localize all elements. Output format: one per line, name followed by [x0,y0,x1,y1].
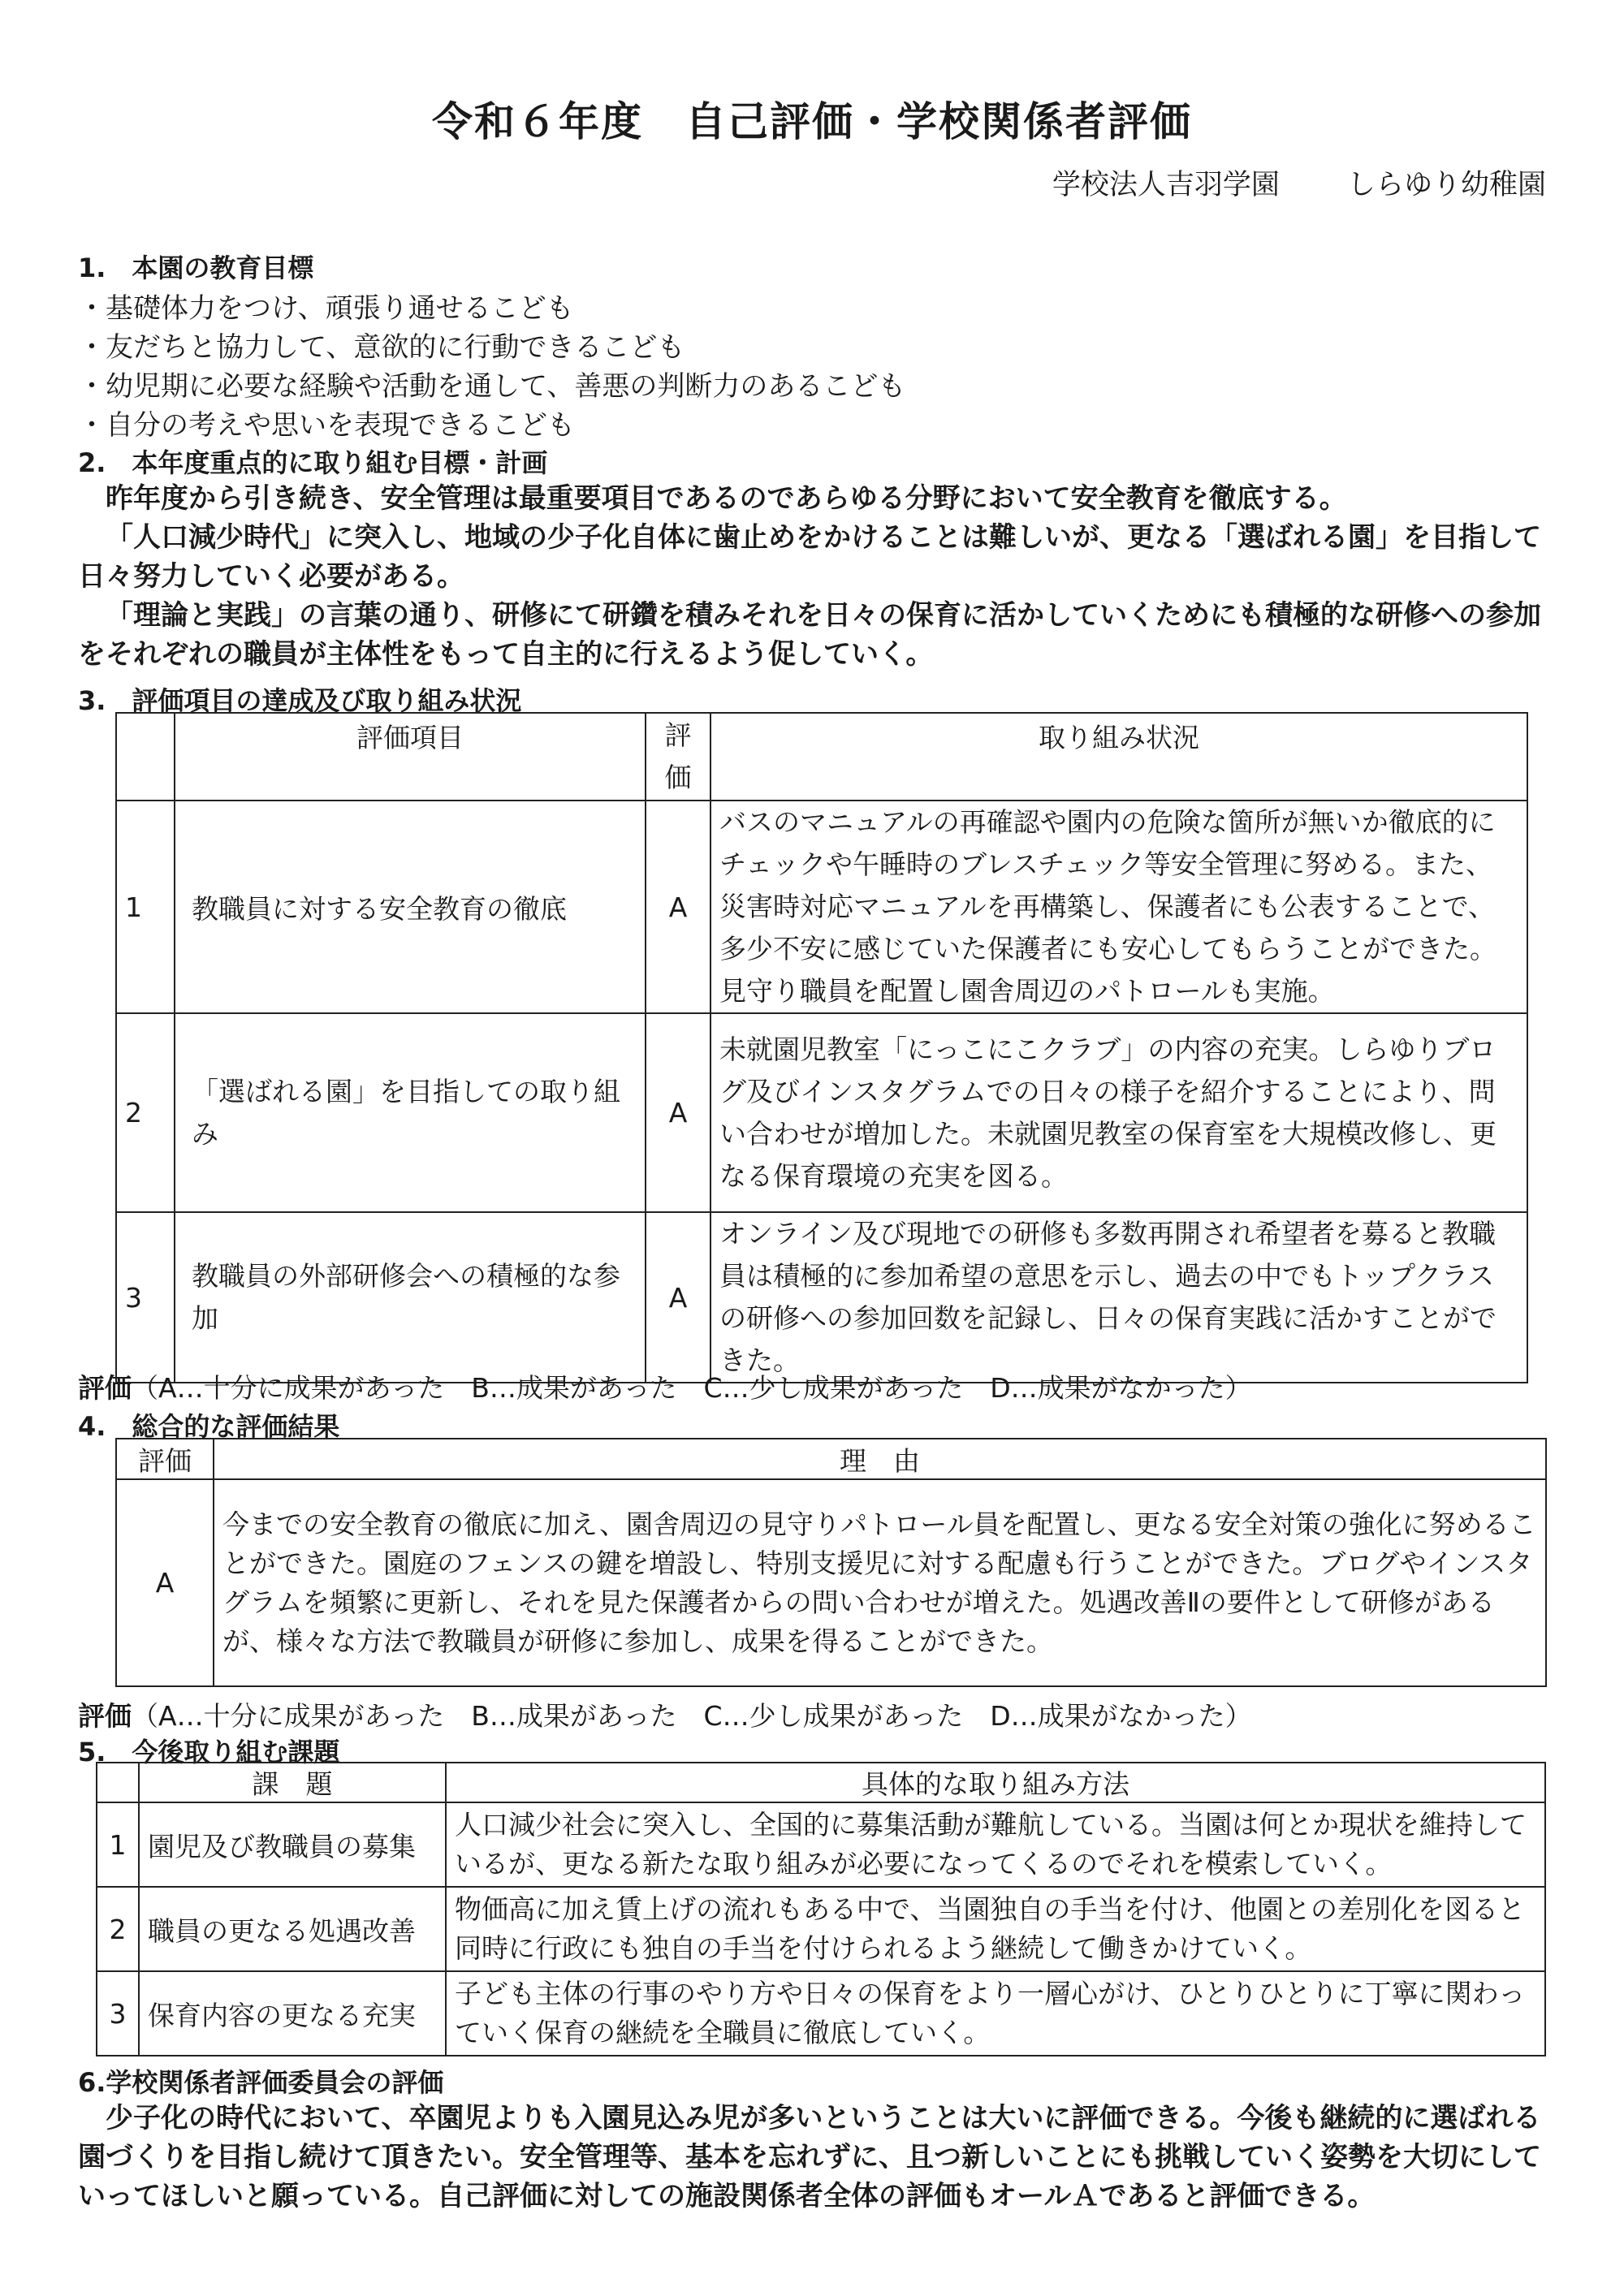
table-row [116,1212,1527,1383]
section-4-heading: 4. 総合的な評価結果 [78,1411,340,1442]
row-task: 園児及び教職員の募集 [139,1802,446,1887]
grade-header: 評価 [646,713,710,801]
row-grade: A [646,801,710,1013]
table-row [97,1802,1545,1887]
table-row [116,1013,1527,1212]
evaluation-items-table [115,712,1528,1383]
row-number: 3 [116,1212,175,1383]
row-number: 1 [116,801,175,1013]
row-number: 3 [97,1971,139,2056]
section-3-heading: 3. 評価項目の達成及び取り組み状況 [78,685,522,716]
reason-header: 理 由 [214,1439,1546,1479]
table-row [116,801,1527,1013]
table-header-row [116,1439,1546,1479]
section-2-heading: 2. 本年度重点的に取り組む目標・計画 [78,447,548,478]
section-1-heading: 1. 本園の教育目標 [78,252,314,283]
overall-reason: 今までの安全教育の徹底に加え、園舎周辺の見守りパトロール員を配置し、更なる安全対策の強化に努めることができた。園庭のフェンスの鍵を増設し、特別支援児に対する配慮も行うことができた。ブログやインスタグラムを頻繁に更新し、それを見た保護者からの問い合わせが増えた。処遇改善Ⅱの要件として研修があるが、様々な方法で教職員が研修に参加し、成果を得ることができた。 [214,1479,1546,1686]
grade-header: 評価 [116,1439,214,1479]
goal-item: ・友だちと協力して、意欲的に行動できるこども [78,331,685,364]
row-number: 1 [97,1802,139,1887]
table-header-row [116,713,1527,801]
document-title: 令和６年度 自己評価・学校関係者評価 [432,98,1192,145]
section-2-body [78,479,1564,674]
overall-grade: A [116,1479,214,1686]
section-6-heading: 6.学校関係者評価委員会の評価 [78,2067,444,2098]
status-header: 取り組み状況 [710,713,1527,801]
no-header [116,713,175,801]
row-method: 物価高に加え賃上げの流れもある中で、当園独自の手当を付け、他園との差別化を図ると同時に行政にも独自の手当を付けられるよう継続して働きかけていく。 [446,1887,1545,1971]
row-item: 「選ばれる園」を目指しての取り組み [175,1013,646,1212]
table-row [116,1479,1546,1686]
committee-paragraph: 少子化の時代において、卒園児よりも入園見込み児が多いということは大いに評価できる。今後も継続的に選ばれる園づくりを目指し続けて頂きたい。安全管理等、基本を忘れずに、且つ新しいことにも挑戦していく姿勢を大切にしていってほしいと願っている。自己評価に対しての施設関係者全体の評価もオールＡであると評価できる。 [78,2102,1541,2212]
row-grade: A [646,1212,710,1383]
row-status: 未就園児教室「にっこにこクラブ」の内容の充実。しらゆりブログ及びインスタグラムでの日々の様子を紹介することにより、問い合わせが増加した。未就園児教室の保育室を大規模改修し、更なる保育環境の充実を図る。 [710,1013,1527,1212]
no-header [97,1763,139,1802]
row-item: 教職員の外部研修会への積極的な参加 [175,1212,646,1383]
row-task: 保育内容の更なる充実 [139,1971,446,2056]
section-5-heading: 5. 今後取り組む課題 [78,1737,340,1767]
plan-paragraph: 「理論と実践」の言葉の通り、研修にて研鑽を積みそれを日々の保育に活かしていくためにも積極的な研修への参加をそれぞれの職員が主体性をもって自主的に行えるよう促していく。 [78,599,1541,671]
goal-item: ・自分の考えや思いを表現できるこども [78,409,575,442]
legend-text: （A…十分に成果があった B…成果があった C…少し成果があった D…成果がなかった） [132,1372,1252,1404]
organization [1004,162,1546,203]
row-status: バスのマニュアルの再確認や園内の危険な箇所が無いか徹底的にチェックや午睡時のブレスチェック等安全管理に努める。また、災害時対応マニュアルを再構築し、保護者にも公表することで、多少不安に感じていた保護者にも安心してもらうことができた。見守り職員を配置し園舎周辺のパトロールも実施。 [710,801,1527,1013]
row-method: 子ども主体の行事のやり方や日々の保育をより一層心がけ、ひとりひとりに丁寧に関わっていく保育の継続を全職員に徹底していく。 [446,1971,1545,2056]
section-6-body [78,2099,1564,2216]
row-status: オンライン及び現地での研修も多数再開され希望者を募ると教職員は積極的に参加希望の意思を示し、過去の中でもトップクラスの研修への参加回数を記録し、日々の保育実践に活かすことができた。 [710,1212,1527,1383]
item-header: 評価項目 [175,713,646,801]
plan-paragraph: 「人口減少時代」に突入し、地域の少子化自体に歯止めをかけることは難しいが、更なる「選ばれる園」を目指して日々努力していく必要がある。 [78,521,1541,593]
task-header: 課 題 [139,1763,446,1802]
overall-result-table [115,1438,1547,1687]
row-number: 2 [116,1013,175,1212]
plan-paragraph: 昨年度から引き続き、安全管理は最重要項目であるのであらゆる分野において安全教育を徹底する。 [106,482,1347,515]
legend-label: 評価 [78,1700,132,1732]
row-number: 2 [97,1887,139,1971]
table-row [97,1971,1545,2056]
goal-item: ・基礎体力をつけ、頑張り通せるこども [78,292,574,325]
legend-text: （A…十分に成果があった B…成果があった C…少し成果があった D…成果がなかった） [132,1700,1252,1732]
row-item: 教職員に対する安全教育の徹底 [175,801,646,1013]
grade-legend [78,1367,1252,1405]
school-name: しらゆり幼稚園 [1346,169,1546,201]
method-header: 具体的な取り組み方法 [446,1763,1545,1802]
row-method: 人口減少社会に突入し、全国的に募集活動が難航している。当園は何とか現状を維持しているが、更なる新たな取り組みが必要になってくるのでそれを模索していく。 [446,1802,1545,1887]
table-row [97,1887,1545,1971]
grade-legend [78,1695,1252,1733]
goal-item: ・幼児期に必要な経験や活動を通して、善悪の判断力のあるこども [78,370,906,403]
row-task: 職員の更なる処遇改善 [139,1887,446,1971]
future-tasks-table [96,1762,1546,2056]
legend-label: 評価 [78,1372,132,1404]
row-grade: A [646,1013,710,1212]
corporation-name: 学校法人吉羽学園 [1052,169,1280,201]
table-header-row [97,1763,1545,1802]
